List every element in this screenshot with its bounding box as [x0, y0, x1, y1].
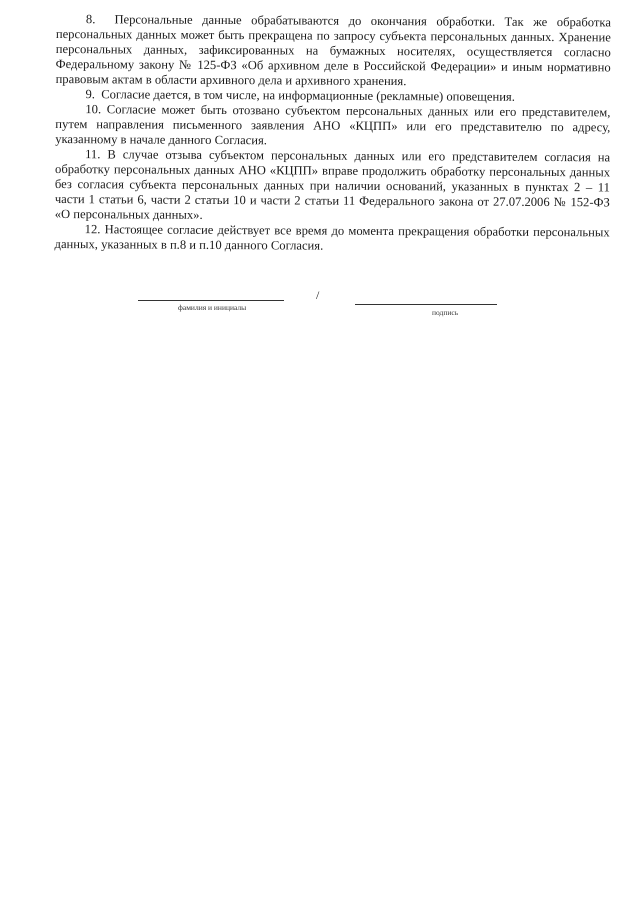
signature-line [355, 304, 497, 305]
consent-text [55, 12, 611, 255]
paragraph-text: Настоящее согласие действует все время до момента прекращения обработки персональных данных, указанных в п.8 и п.10 данного Согласия. [54, 222, 610, 253]
paragraph-number: 9. [85, 87, 95, 102]
paragraph-10 [55, 102, 610, 150]
name-caption: фамилия и инициалы [178, 303, 247, 312]
paragraph-text: Согласие может быть отозвано субъектом персональных данных или его представителем, путем направления письменного заявления АНО «КЦПП» или его представителю по адресу, указанному в начале данного Согласия. [55, 102, 611, 148]
paragraph-text: Персональные данные обрабатываются до окончания обработки. Так же обработка персональных данных может быть прекращена по запросу субъекта персональных данных. Хранение персональных данных, зафиксированных на бумажных носителях, осуществляется согласно Федеральному закону № 125-ФЗ «Об архивном деле в Российской Федерации» и иным нормативно правовым актам в области архивного дела и архивного хранения. [55, 12, 612, 89]
name-signature-line [138, 300, 284, 301]
signature-caption: подпись [432, 308, 459, 317]
signature-separator: / [316, 288, 320, 302]
paragraph-number: 12. [84, 222, 101, 237]
paragraph-text: Согласие дается, в том числе, на информационные (рекламные) оповещения. [101, 87, 515, 104]
signature-block [0, 290, 640, 330]
paragraph-12 [55, 222, 610, 255]
paragraph-text: В случае отзыва субъектом персональных данных или его представителем согласия на обработку персональных данных АНО «КЦПП» вправе продолжить обработку персональных данных без согласия субъекта персональных данных при наличии оснований, указанных в пунктах 2 – 11 части 1 статьи 6, части 2 статьи 10 и части 2 статьи 11 Федерального закона от 27.07.2006 № 152-ФЗ «О персональных данных». [54, 147, 611, 222]
paragraph-11 [55, 147, 610, 225]
paragraph-8 [56, 12, 611, 90]
paragraph-number: 8. [85, 12, 96, 27]
paragraph-number: 10. [85, 102, 102, 117]
paragraph-number: 11. [85, 147, 101, 162]
